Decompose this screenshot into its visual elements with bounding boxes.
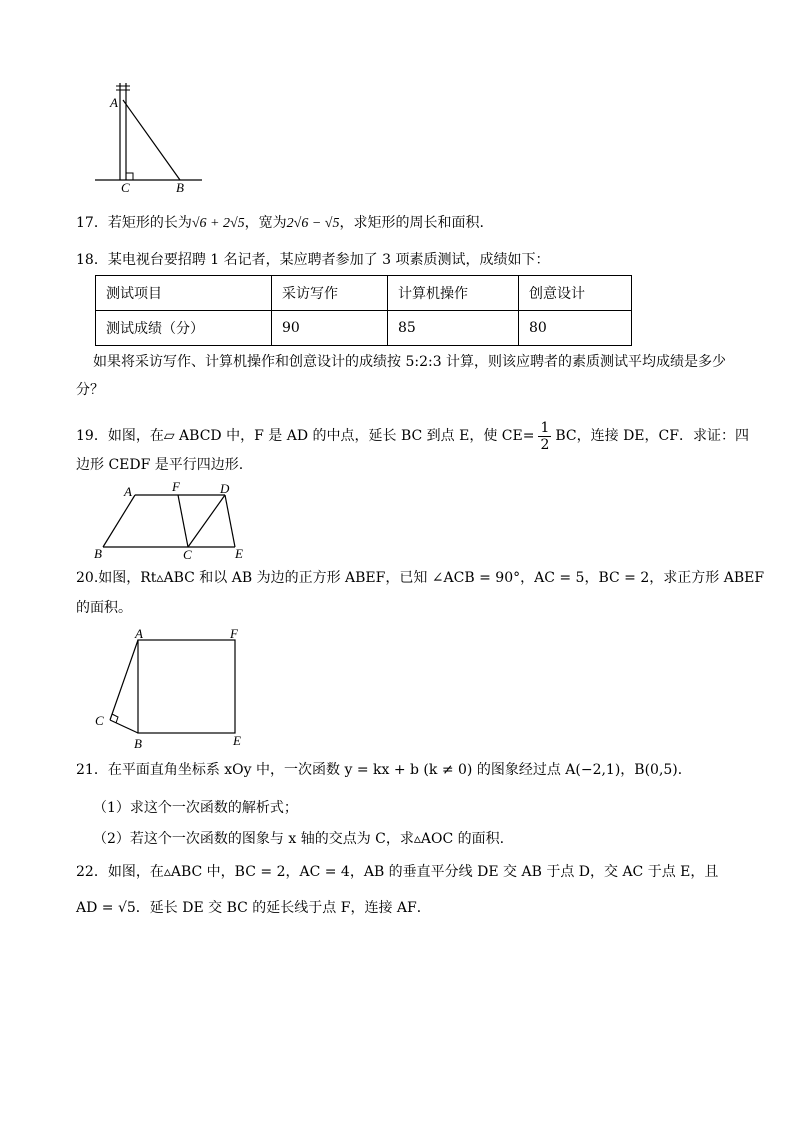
fraction-numerator: 1	[540, 419, 550, 436]
q17-text-end: ，求矩形的周长和面积.	[339, 215, 484, 231]
figure-parallelogram	[95, 485, 255, 555]
fig20-label-a: A	[135, 626, 143, 641]
fig20-label-c: C	[95, 713, 104, 728]
q20-text: 如图，Rt▵ABC 和以 AB 为边的正方形 ABEF，已知 ∠ACB = 90°，AC = 5，BC = 2，求正方形 ABEF	[98, 570, 765, 586]
table-cell: 85	[388, 311, 519, 346]
fig19-label-f: F	[172, 479, 180, 494]
table-row	[96, 311, 632, 346]
table-header-row	[96, 276, 632, 311]
q20-number: 20.	[76, 570, 99, 586]
q21-text: 在平面直角坐标系 xOy 中，一次函数 y = kx + b (k ≠ 0) 的图象经过点 A(−2,1)，B(0,5)．	[107, 762, 692, 778]
q18-text: 某电视台要招聘 1 名记者，某应聘者参加了 3 项素质测试，成绩如下：	[107, 252, 550, 268]
table-header-cell: 测试项目	[96, 276, 272, 311]
q18-number: 18．	[76, 252, 108, 268]
question-18	[76, 250, 549, 270]
fig16-label-a: A	[110, 95, 118, 110]
question-22	[76, 862, 718, 882]
fraction-half	[538, 420, 551, 453]
table-header-cell: 计算机操作	[388, 276, 519, 311]
q19-text-end: BC，连接 DE，CF．求证：四	[555, 428, 749, 444]
q17-width-expr: 2√6 − √5	[286, 216, 340, 231]
fig20-label-b: B	[134, 736, 142, 751]
q22-line2: AD = √5．延长 DE 交 BC 的延长线于点 F，连接 AF．	[76, 900, 431, 916]
q21-sub2: （2）若这个一次函数的图象与 x 轴的交点为 C，求▵AOC 的面积.	[93, 831, 505, 847]
q22-number: 22．	[76, 864, 108, 880]
question-19	[76, 418, 749, 454]
q17-number: 17．	[76, 215, 108, 231]
q22-text: 如图，在▵ABC 中，BC = 2，AC = 4，AB 的垂直平分线 DE 交 AB 于点 D，交 AC 于点 E，且	[107, 864, 719, 880]
q21-sub1: （1）求这个一次函数的解析式；	[93, 800, 298, 816]
fig19-label-d: D	[220, 481, 230, 496]
figure-pole-ladder	[90, 78, 210, 198]
q20-line2: 的面积。	[76, 600, 132, 616]
q19-line2: 边形 CEDF 是平行四边形.	[76, 457, 244, 473]
q17-length-expr: √6 + 2√5	[191, 216, 245, 231]
fig19-label-e: E	[235, 546, 243, 561]
fig16-label-c: C	[121, 180, 130, 195]
score-table	[95, 275, 632, 346]
question-21	[76, 760, 692, 780]
q19-number: 19．	[76, 428, 108, 444]
question-20	[76, 568, 764, 588]
q19-text: 如图，在▱ ABCD 中，F 是 AD 的中点，延长 BC 到点 E，使 CE=	[107, 428, 535, 444]
fig20-label-e: E	[233, 733, 241, 748]
figure-square-triangle	[100, 630, 250, 740]
table-header-cell: 创意设计	[519, 276, 632, 311]
fraction-denominator: 2	[540, 436, 550, 453]
q17-text-mid: ，宽为	[244, 215, 287, 231]
q21-number: 21．	[76, 762, 108, 778]
fig20-label-f: F	[230, 626, 238, 641]
table-cell: 90	[272, 311, 388, 346]
q17-text: 若矩形的长为	[107, 215, 192, 231]
fig19-label-a: A	[124, 484, 132, 499]
question-17	[76, 213, 484, 234]
table-cell: 80	[519, 311, 632, 346]
fig16-label-b: B	[176, 180, 184, 195]
fig19-label-c: C	[183, 547, 192, 562]
fig19-label-b: B	[94, 546, 102, 561]
table-cell: 测试成绩（分）	[96, 311, 272, 346]
q18-follow-line2: 分？	[76, 382, 104, 398]
q18-follow-line1: 如果将采访写作、计算机操作和创意设计的成绩按 5:2:3 计算，则该应聘者的素质测试平均成绩是多少	[93, 354, 727, 370]
table-header-cell: 采访写作	[272, 276, 388, 311]
